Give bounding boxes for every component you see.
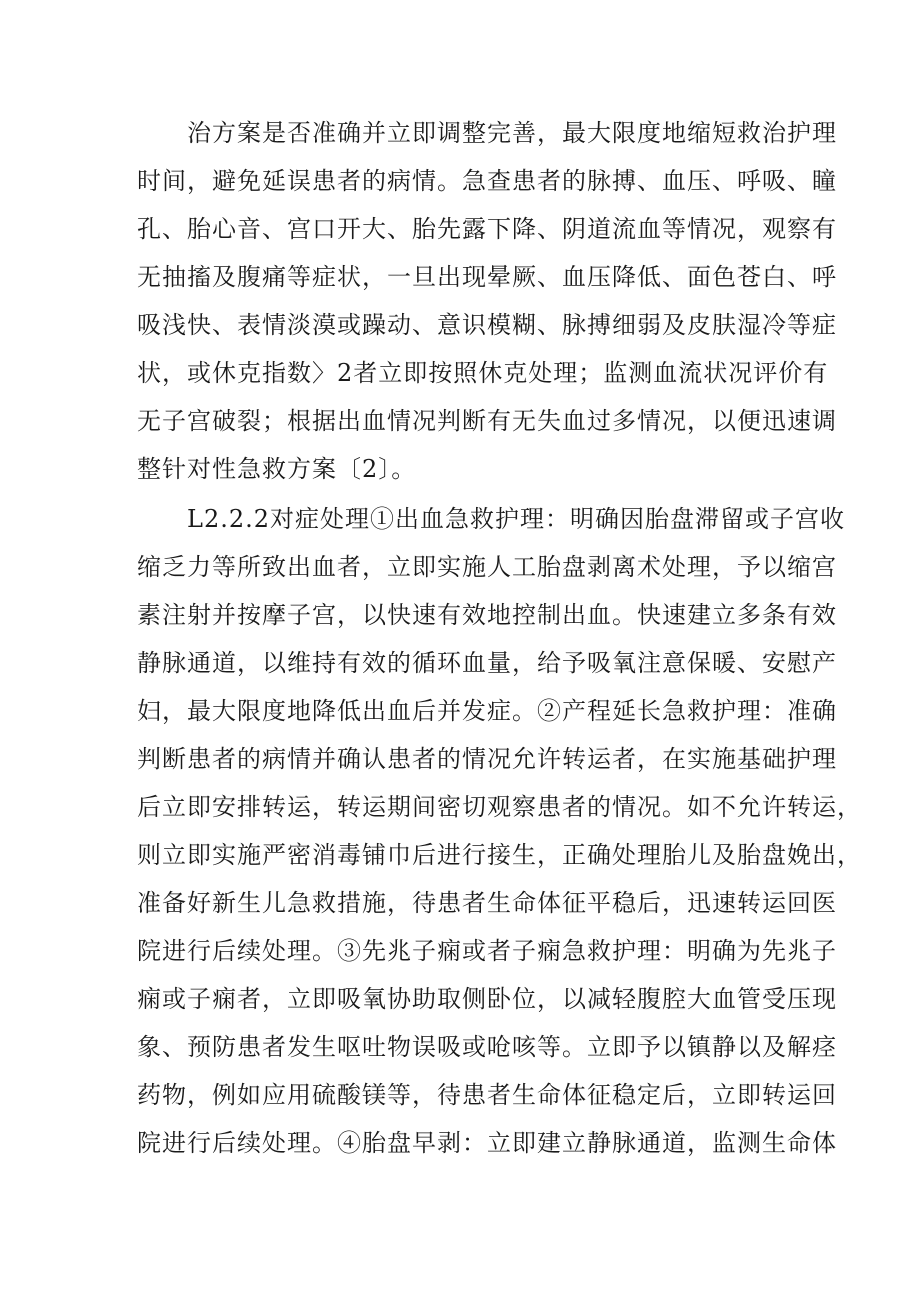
- paragraph-line: 院进行后续处理。③先兆子痫或者子痫急救护理：明确为先兆子: [137, 937, 837, 965]
- paragraph-line: 孔、胎心音、宫口开大、胎先露下降、阴道流血等情况，观察有: [137, 215, 837, 243]
- paragraph-line: 无抽搐及腹痛等症状，一旦出现晕厥、血压降低、面色苍白、呼: [137, 263, 837, 291]
- paragraph-line: 静脉通道，以维持有效的循环血量，给予吸氧注意保暖、安慰产: [137, 649, 837, 677]
- paragraph-line: 后立即安排转运，转运期间密切观察患者的情况。如不允许转运，: [137, 793, 862, 821]
- paragraph-line: 则立即实施严密消毒铺巾后进行接生，正确处理胎儿及胎盘娩出，: [137, 841, 862, 869]
- paragraph-line: 判断患者的病情并确认患者的情况允许转运者，在实施基础护理: [137, 745, 837, 773]
- paragraph-line: 痫或子痫者，立即吸氧协助取侧卧位，以减轻腹腔大血管受压现: [137, 985, 837, 1013]
- paragraph-line: 状，或休克指数〉2者立即按照休克处理；监测血流状况评价有: [137, 359, 829, 387]
- paragraph-line: 时间，避免延误患者的病情。急查患者的脉搏、血压、呼吸、瞳: [137, 167, 837, 195]
- paragraph-line: 缩乏力等所致出血者，立即实施人工胎盘剥离术处理，予以缩宫: [137, 553, 837, 581]
- paragraph-line: 准备好新生儿急救措施，待患者生命体征平稳后，迅速转运回医: [137, 889, 837, 917]
- paragraph-line: 整针对性急救方案〔2〕。: [137, 455, 417, 483]
- paragraph-line: 吸浅快、表情淡漠或躁动、意识模糊、脉搏细弱及皮肤湿冷等症: [137, 311, 837, 339]
- paragraph-line: 素注射并按摩子宫，以快速有效地控制出血。快速建立多条有效: [137, 601, 837, 629]
- paragraph-line: 院进行后续处理。④胎盘早剥：立即建立静脉通道，监测生命体: [137, 1129, 837, 1157]
- paragraph-line: 无子宫破裂；根据出血情况判断有无失血过多情况，以便迅速调: [137, 407, 837, 435]
- section-heading-line: L2.2.2对症处理①出血急救护理：明确因胎盘滞留或子宫收: [187, 505, 846, 533]
- paragraph-line: 妇，最大限度地降低出血后并发症。②产程延长急救护理：准确: [137, 697, 837, 725]
- paragraph-line: 象、预防患者发生呕吐物误吸或呛咳等。立即予以镇静以及解痉: [137, 1033, 837, 1061]
- paragraph-line: 治方案是否准确并立即调整完善，最大限度地缩短救治护理: [187, 119, 837, 147]
- paragraph-line: 药物，例如应用硫酸镁等，待患者生命体征稳定后，立即转运回: [137, 1081, 837, 1109]
